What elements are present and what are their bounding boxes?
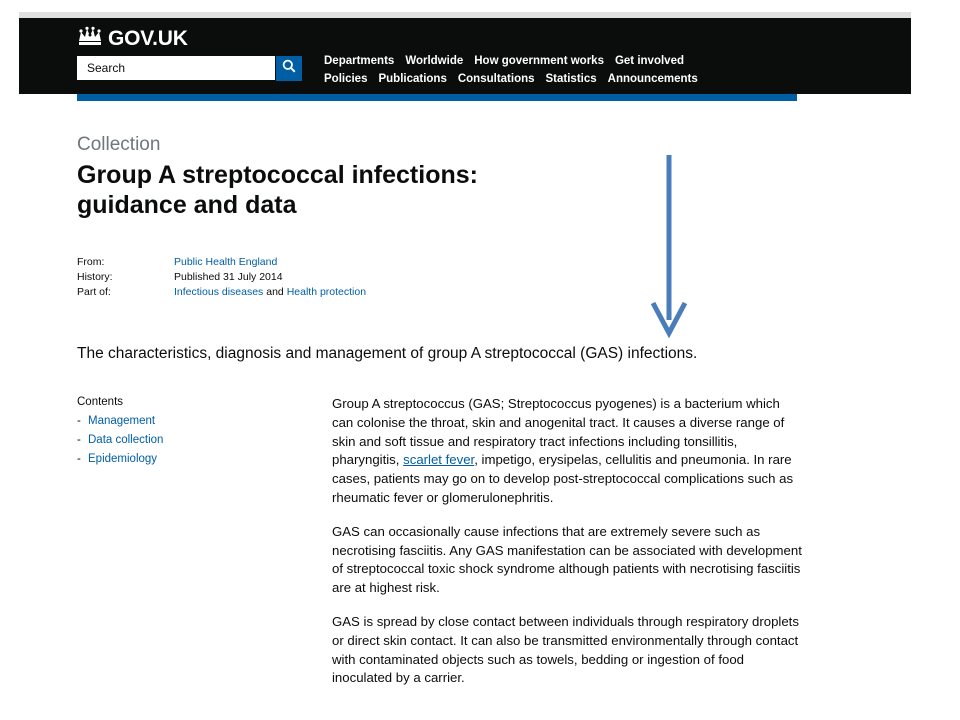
infectious-diseases-link[interactable]: Infectious diseases	[174, 286, 264, 298]
contents-link-data-collection[interactable]: Data collection	[88, 434, 164, 446]
meta-from	[77, 255, 366, 270]
health-protection-link[interactable]: Health protection	[286, 286, 367, 298]
meta-history-label: History:	[77, 271, 113, 283]
meta-from-label: From:	[77, 256, 105, 268]
search-icon	[282, 59, 296, 78]
nav-policies[interactable]: Policies	[324, 73, 368, 85]
contents-heading: Contents	[77, 396, 124, 408]
contents-link-management[interactable]: Management	[88, 415, 156, 427]
body-paragraph-2: GAS can occasionally cause infections that are extremely severe such as necrotising fasciitis. Any GAS manifestation can be associated with development of streptococcal toxic shock syndrome although patients with necrotising fasciitis are at highest risk.	[332, 523, 802, 596]
contents-link-epidemiology[interactable]: Epidemiology	[88, 453, 158, 465]
scarlet-fever-link[interactable]: scarlet fever	[403, 452, 475, 468]
contents-item: - Management	[77, 412, 163, 431]
nav-row-1	[324, 52, 744, 70]
from-link[interactable]: Public Health England	[174, 256, 278, 268]
nav-row-2	[324, 70, 744, 88]
site-header	[19, 18, 911, 94]
contents-item: - Data collection	[77, 431, 163, 450]
title-line-1: Group A streptococcal infections:	[77, 161, 478, 189]
header-blue-bar	[77, 94, 797, 101]
nav-how-government-works[interactable]: How government works	[474, 55, 604, 67]
logo-text: GOV.UK	[108, 27, 188, 50]
meta-partof-label: Part of:	[77, 286, 111, 298]
contents-list	[77, 393, 163, 469]
nav-statistics[interactable]: Statistics	[545, 73, 597, 85]
title-line-2: guidance and data	[77, 191, 297, 219]
nav-publications[interactable]: Publications	[378, 73, 447, 85]
nav-consultations[interactable]: Consultations	[457, 73, 535, 85]
main-nav	[324, 52, 744, 88]
crown-icon	[77, 26, 103, 52]
history-value: Published 31 July 2014	[174, 271, 283, 283]
page-title	[77, 160, 557, 220]
collection-label: Collection	[77, 134, 161, 155]
body-paragraph-3: GAS is spread by close contact between individuals through respiratory droplets or direct skin contact. It can also be transmitted environmentally through contact with contaminated objects such as towels, bedding or ingestion of food inoculated by a carrier.	[332, 613, 799, 686]
contents-item: - Epidemiology	[77, 450, 163, 469]
body-content	[332, 395, 802, 703]
nav-get-involved[interactable]: Get involved	[614, 55, 684, 67]
metadata	[77, 255, 366, 300]
page-description: The characteristics, diagnosis and management of group A streptococcal (GAS) infections.	[77, 345, 698, 362]
nav-worldwide[interactable]: Worldwide	[405, 55, 464, 67]
partof-value	[174, 285, 366, 300]
down-arrow-icon	[650, 155, 690, 345]
nav-announcements[interactable]: Announcements	[607, 73, 698, 85]
partof-and: and	[266, 286, 284, 298]
search-input[interactable]	[77, 56, 275, 80]
meta-history	[77, 270, 366, 285]
body-paragraph-1: Group A streptococcus (GAS; Streptococcus pyogenes) is a bacterium which can colonise the throat, skin and anogenital tract. It causes a diverse range of skin and soft tissue and respiratory tract infections including tonsillitis, pharyngitis, scarlet fever, impetigo, erysipelas, cellulitis and pneumonia. In rare cases, patients may go on to develop post-streptococcal complications such as rheumatic fever or glomerulonephritis.	[332, 396, 794, 505]
govuk-logo[interactable]	[77, 26, 188, 52]
nav-departments[interactable]: Departments	[324, 55, 395, 67]
search-button[interactable]	[276, 56, 302, 81]
meta-partof	[77, 285, 366, 300]
